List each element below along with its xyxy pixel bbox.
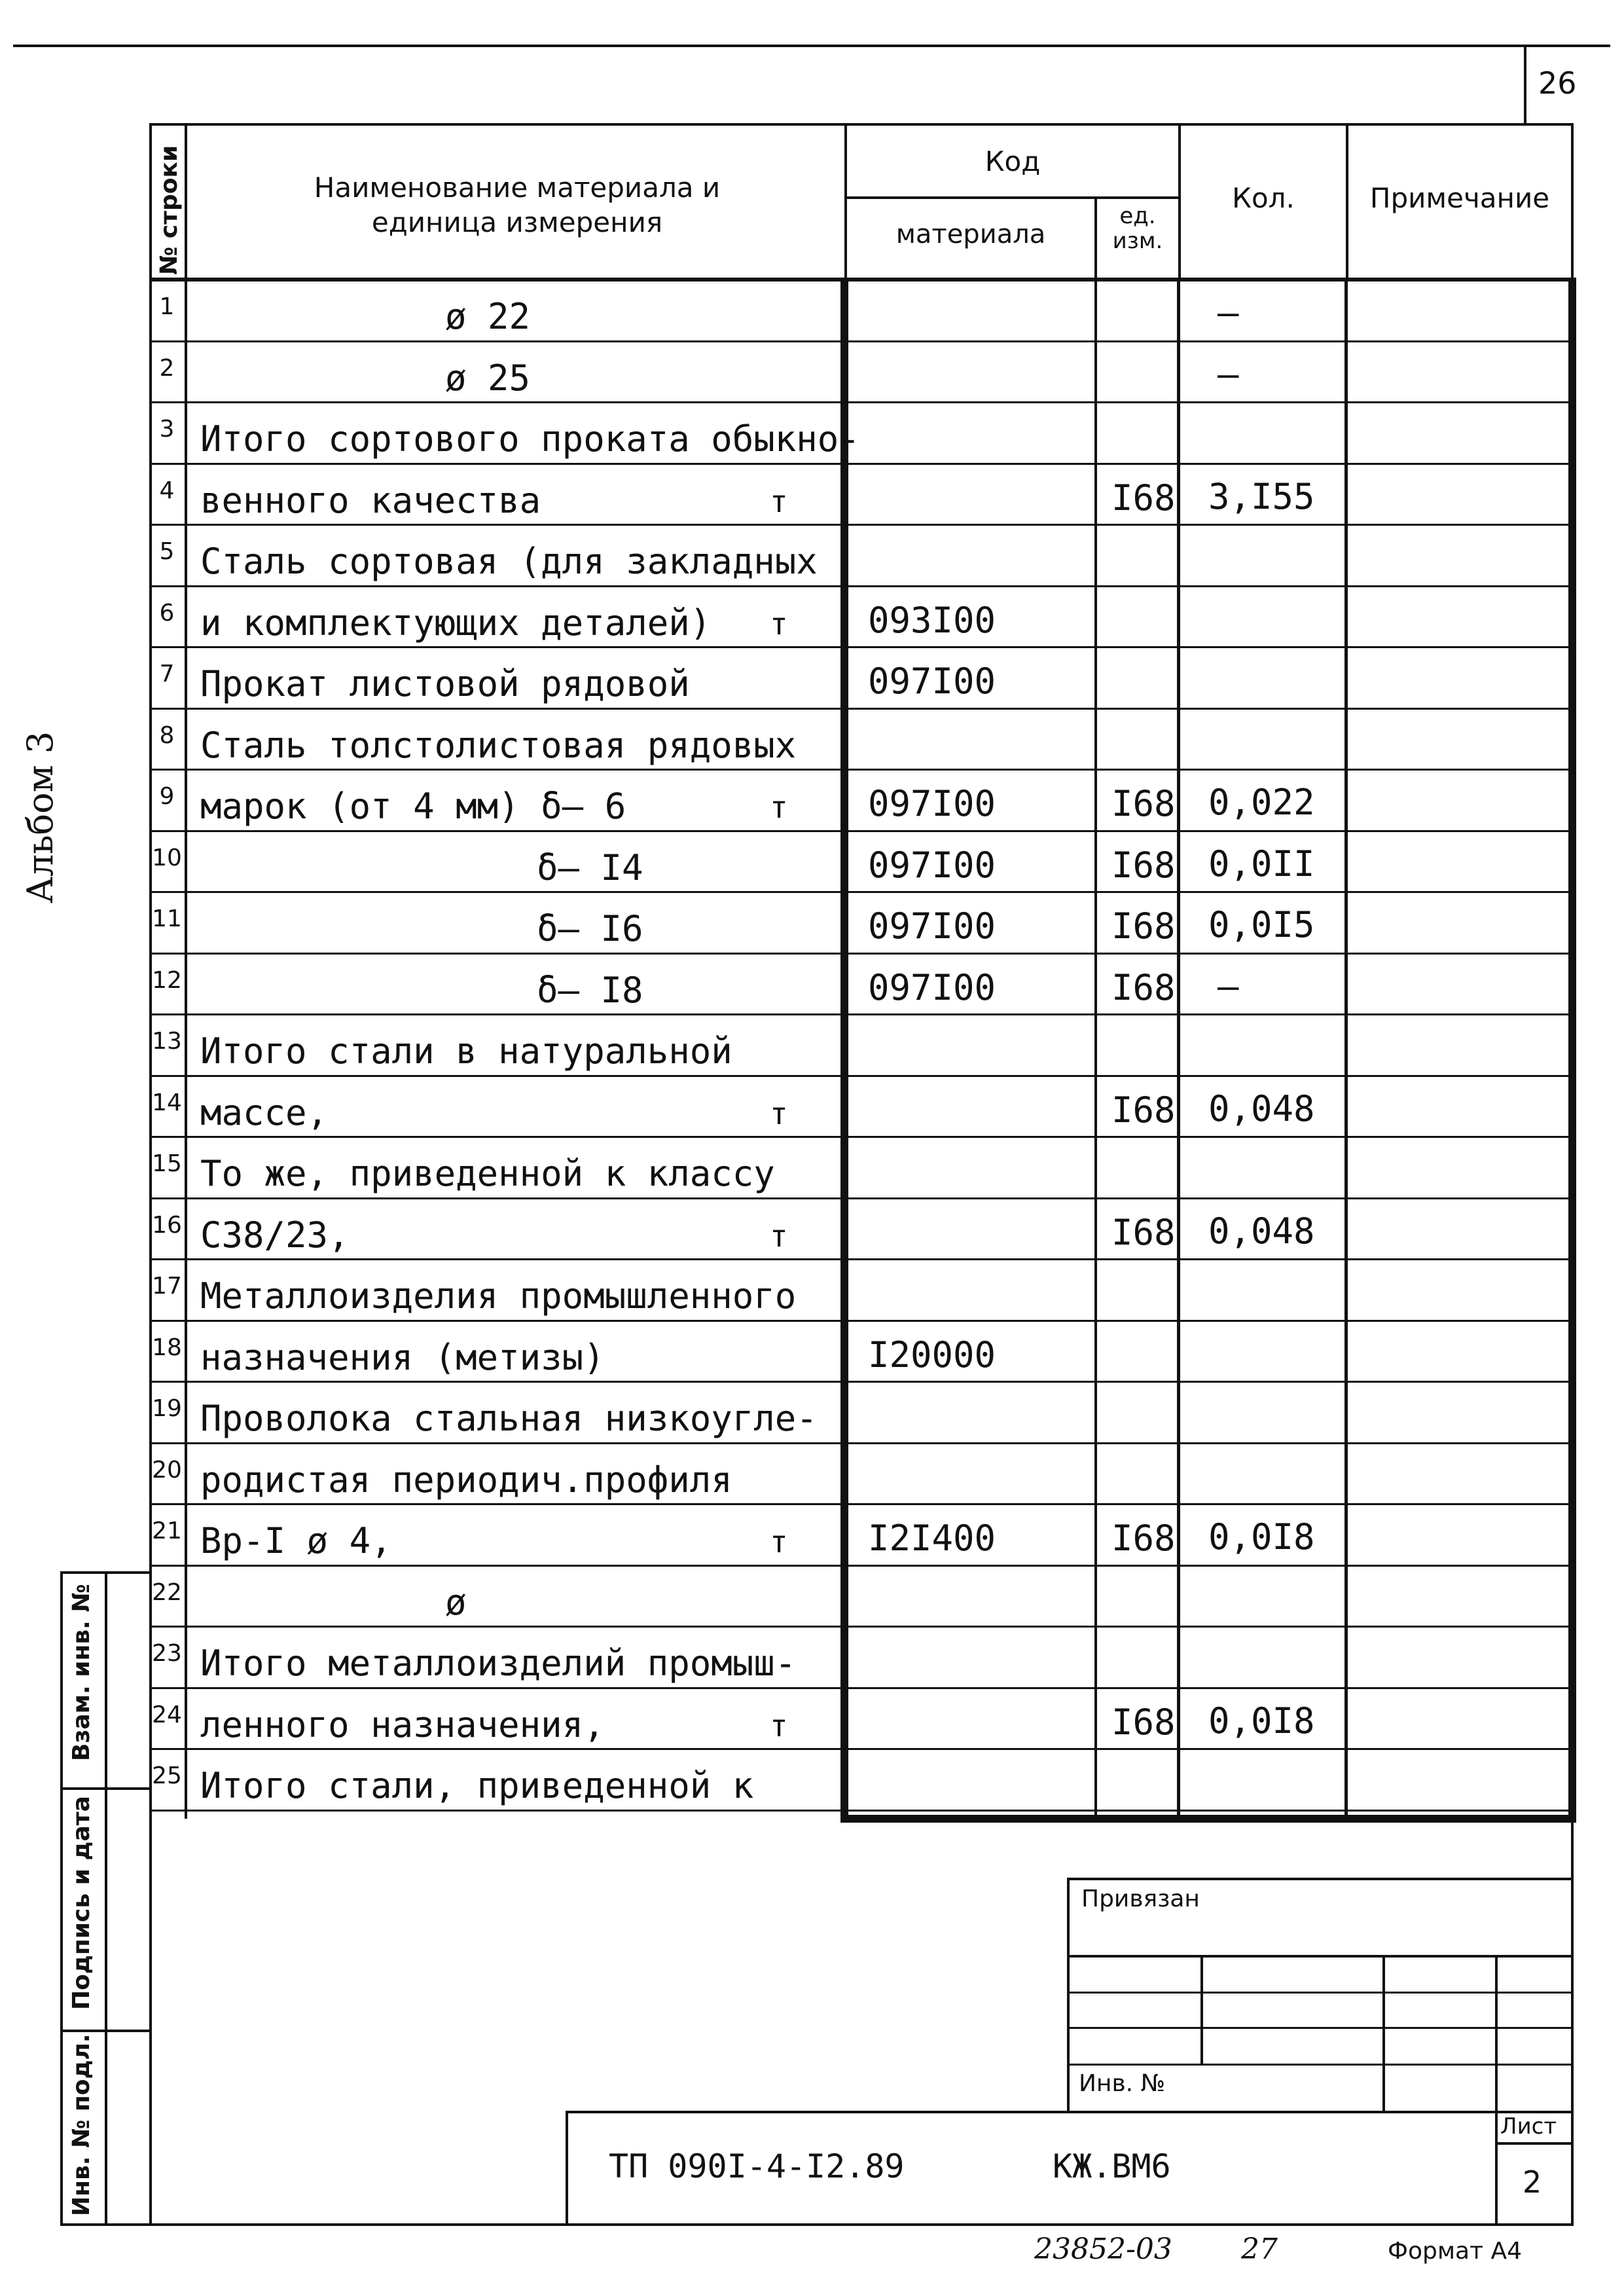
row-unit-code: I68: [1111, 477, 1176, 519]
privyazan-col3: [1495, 1955, 1498, 2113]
doc-code: ТП 090I-4-I2.89: [609, 2147, 905, 2185]
header-name-line2: единица измерения: [371, 206, 663, 238]
row-quantity: 0,022: [1208, 782, 1315, 823]
row-name: Вр-I ø 4,: [200, 1520, 392, 1561]
row-unit-t: т: [770, 790, 788, 825]
row-name: Прокат листовой рядовой: [200, 663, 690, 704]
row-quantity: –: [1218, 292, 1239, 333]
row-name: Итого стали, приведенной к: [200, 1765, 754, 1806]
header-code: Код: [984, 145, 1041, 177]
row-number: 7: [159, 661, 175, 687]
strip-left-border: [60, 1571, 63, 2226]
row-name: С38/23,: [200, 1214, 350, 1256]
row-name: Металлоизделия промышленного: [200, 1275, 797, 1317]
body-code-left-thick: [840, 278, 848, 1823]
row-material-code: 097I00: [868, 905, 996, 947]
row-divider: [151, 1381, 1571, 1383]
row-divider: [151, 401, 1571, 403]
row-name: родистая периодич.профиля: [200, 1459, 732, 1501]
row-number: 13: [152, 1028, 182, 1055]
row-divider: [151, 1075, 1571, 1077]
header-bottom-line: [149, 278, 1574, 282]
doc-mark: КЖ.ВМ6: [1053, 2147, 1171, 2185]
privyazan-label: Привязан: [1081, 1886, 1200, 1912]
body-code-unit-divider: [1094, 278, 1097, 1819]
row-number: 11: [152, 905, 182, 932]
row-number: 2: [159, 355, 175, 382]
row-quantity: 3,I55: [1208, 476, 1315, 517]
row-number: 5: [159, 538, 175, 565]
row-unit-code: I68: [1111, 1212, 1176, 1253]
row-quantity: 0,0I5: [1208, 904, 1315, 945]
stamp-top: [566, 2111, 1574, 2113]
stamp-left: [566, 2111, 568, 2226]
header-note: Примечание: [1369, 182, 1550, 214]
row-divider: [151, 1442, 1571, 1444]
row-quantity: –: [1218, 354, 1239, 395]
main-frame-lower-right: [1571, 1823, 1574, 2225]
inv-no-label: Инв. №: [1079, 2070, 1166, 2097]
strip-inner-border: [105, 1571, 107, 2226]
header-row-no: № строки: [156, 145, 183, 275]
row-divider: [151, 891, 1571, 893]
page-number: 26: [1538, 65, 1577, 101]
privyazan-left: [1067, 1878, 1070, 2113]
row-unit-t: т: [770, 606, 788, 642]
row-unit-code: I68: [1111, 1518, 1176, 1559]
strip-podpis: Подпись и дата: [68, 1796, 95, 2010]
row-material-code: 093I00: [868, 600, 996, 641]
row-unit-t: т: [770, 1524, 788, 1559]
sheet-label: Лист: [1500, 2113, 1557, 2140]
row-name: δ– I8: [537, 970, 643, 1011]
row-divider: [151, 1748, 1571, 1750]
header-code-unit-2: изм.: [1112, 228, 1163, 254]
row-unit-t: т: [770, 1096, 788, 1131]
row-name: Сталь толстолистовая рядовых: [200, 725, 797, 766]
row-number: 3: [159, 416, 175, 443]
row-number: 24: [152, 1702, 182, 1728]
row-name: Сталь сортовая (для закладных: [200, 541, 818, 582]
row-number: 23: [152, 1640, 182, 1667]
row-number: 18: [152, 1334, 182, 1361]
strip-top: [60, 1571, 152, 1574]
format-label: Формат А4: [1388, 2238, 1523, 2265]
code-subheader-line: [844, 196, 1180, 199]
row-number: 6: [159, 600, 175, 627]
row-divider: [151, 1503, 1571, 1505]
strip-vzam: Взам. инв. №: [68, 1584, 95, 1761]
row-divider: [151, 1136, 1571, 1138]
row-name: ленного назначения,: [200, 1704, 605, 1745]
row-name: δ– I6: [537, 908, 643, 949]
row-material-code: 097I00: [868, 661, 996, 702]
row-name: массе,: [200, 1092, 329, 1133]
page-number-divider: [1524, 45, 1526, 123]
row-number: 15: [152, 1150, 182, 1177]
row-number: 9: [159, 783, 175, 810]
top-rule: [13, 45, 1610, 47]
row-divider: [151, 340, 1571, 342]
row-name: и комплектующих деталей): [200, 602, 712, 644]
row-divider: [151, 830, 1571, 832]
row-quantity: 0,0I8: [1208, 1516, 1315, 1558]
row-material-code: 097I00: [868, 967, 996, 1008]
header-code-unit-1: ед.: [1119, 203, 1156, 229]
row-divider: [151, 1197, 1571, 1199]
table-top-border: [149, 123, 1574, 126]
main-frame-lower-left: [149, 1823, 152, 2225]
row-quantity: 0,048: [1208, 1211, 1315, 1252]
row-name: δ– I4: [537, 847, 643, 888]
row-unit-code: I68: [1111, 1702, 1176, 1743]
row-unit-code: I68: [1111, 845, 1176, 886]
row-name: марок (от 4 мм) δ– 6: [200, 786, 626, 827]
row-divider: [151, 1320, 1571, 1322]
row-divider: [151, 1565, 1571, 1567]
row-material-code: I20000: [868, 1334, 996, 1376]
header-qty: Кол.: [1232, 182, 1295, 214]
row-unit-code: I68: [1111, 1089, 1176, 1131]
row-divider: [151, 953, 1571, 955]
privyazan-col2: [1382, 1955, 1385, 2113]
row-material-code: I2I400: [868, 1518, 996, 1559]
row-divider: [151, 585, 1571, 587]
strip-div1: [60, 1787, 152, 1790]
row-quantity: 0,0I8: [1208, 1700, 1315, 1741]
row-number: 17: [152, 1273, 182, 1300]
row-material-code: 097I00: [868, 845, 996, 886]
row-unit-code: I68: [1111, 905, 1176, 947]
header-name-line1: Наименование материала и: [314, 172, 721, 204]
row-name: венного качества: [200, 480, 541, 521]
row-name: Итого сортового проката обыкно-: [200, 418, 860, 460]
row-divider: [151, 1013, 1571, 1015]
handwritten-number-2: 27: [1241, 2232, 1278, 2266]
header-code-material: материала: [895, 219, 1046, 249]
privyazan-col1: [1200, 1955, 1203, 2064]
row-quantity: 0,048: [1208, 1088, 1315, 1129]
row-number: 8: [159, 722, 175, 749]
row-number: 14: [152, 1089, 182, 1116]
row-material-code: 097I00: [868, 783, 996, 824]
row-name: ø: [445, 1582, 467, 1623]
sheet-cell-left: [1495, 2111, 1498, 2226]
row-number: 12: [152, 967, 182, 994]
row-unit-t: т: [770, 484, 788, 519]
body-bottom-thick: [840, 1815, 1576, 1823]
row-name: назначения (метизы): [200, 1337, 605, 1378]
row-quantity: –: [1218, 966, 1239, 1007]
row-number: 10: [152, 845, 182, 871]
row-divider: [151, 1626, 1571, 1628]
row-number: 4: [159, 477, 175, 504]
handwritten-number: 23852-03: [1034, 2232, 1172, 2266]
row-number: 16: [152, 1212, 182, 1239]
row-number: 21: [152, 1518, 182, 1544]
row-number: 22: [152, 1579, 182, 1606]
row-name: ø 25: [445, 357, 531, 399]
row-divider: [151, 646, 1571, 648]
strip-bottom: [60, 2223, 1574, 2226]
row-divider: [151, 1810, 1571, 1812]
privyazan-top: [1067, 1878, 1574, 1880]
body-unit-qty-divider: [1177, 278, 1180, 1819]
row-name: Итого металлоизделий промыш-: [200, 1643, 797, 1684]
row-name: Проволока стальная низкоугле-: [200, 1398, 818, 1439]
row-number: 1: [159, 293, 175, 320]
row-divider: [151, 524, 1571, 526]
strip-inv-podl: Инв. № подл.: [68, 2033, 95, 2216]
row-unit-t: т: [770, 1708, 788, 1743]
body-right-thick: [1568, 278, 1576, 1823]
row-number: 19: [152, 1395, 182, 1422]
row-name: То же, приведенной к классу: [200, 1153, 775, 1194]
strip-div2: [60, 2030, 152, 2032]
sheet-number: 2: [1523, 2164, 1542, 2200]
row-divider: [151, 769, 1571, 771]
row-unit-t: т: [770, 1218, 788, 1254]
row-name: ø 22: [445, 296, 531, 337]
album-label: Альбом 3: [20, 731, 61, 903]
row-number: 20: [152, 1457, 182, 1484]
row-name: Итого стали в натуральной: [200, 1030, 732, 1072]
body-qty-note-divider: [1344, 278, 1348, 1819]
row-divider: [151, 463, 1571, 465]
row-divider: [151, 1258, 1571, 1260]
row-number: 25: [152, 1762, 182, 1789]
row-quantity: 0,0II: [1208, 843, 1315, 884]
sheet-cell-divider: [1495, 2142, 1574, 2145]
row-divider: [151, 708, 1571, 710]
row-unit-code: I68: [1111, 783, 1176, 824]
row-unit-code: I68: [1111, 967, 1176, 1008]
row-divider: [151, 1687, 1571, 1689]
